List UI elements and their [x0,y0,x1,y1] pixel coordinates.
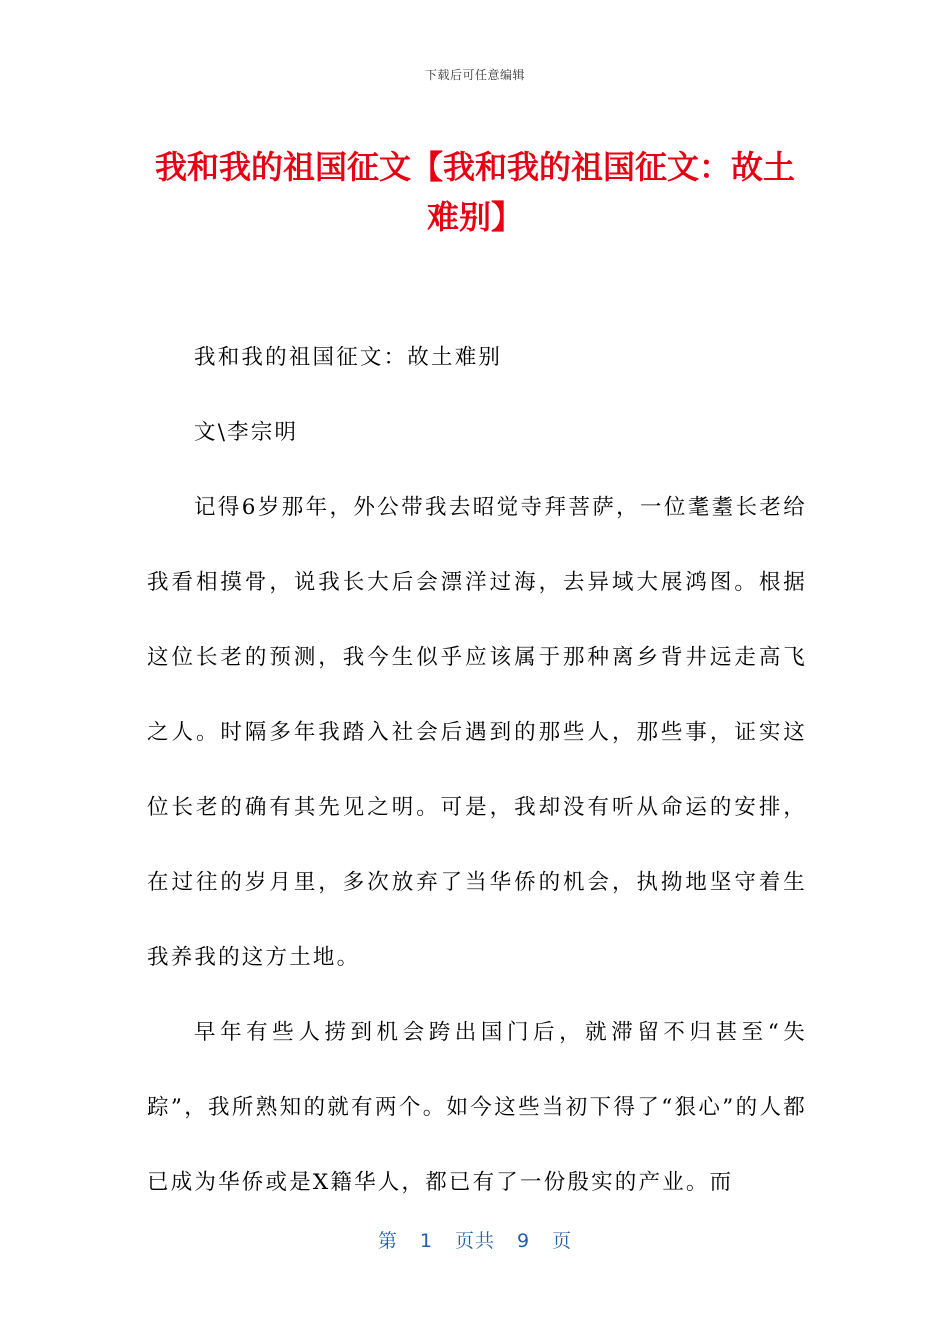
footer-label-page: 第 [377,1230,398,1252]
footer-label-end: 页 [552,1230,573,1252]
page-header-note: 下载后可任意编辑 [424,68,525,82]
footer-total-pages: 9 [517,1230,531,1252]
document-body [147,320,807,1220]
document-title: 我和我的祖国征文【我和我的祖国征文：故土难别】 [154,148,795,236]
body-paragraph: 早年有些人捞到机会跨出国门后，就滞留不归甚至“失踪”，我所熟知的就有两个。如今这些当初下得了“狠心”的人都已成为华侨或是X籍华人，都已有了一份殷实的产业。而 [147,1020,807,1195]
footer-current-page: 1 [419,1230,433,1252]
subtitle-paragraph: 我和我的祖国征文：故土难别 [194,345,503,370]
author-line: 文\李宗明 [194,420,299,445]
footer-label-of: 页共 [454,1230,495,1252]
page-number-footer [0,1226,950,1253]
body-paragraph: 记得6岁那年，外公带我去昭觉寺拜菩萨，一位耄耋长老给我看相摸骨，说我长大后会漂洋过海，去异域大展鸿图。根据这位长老的预测，我今生似乎应该属于那种离乡背井远走高飞之人。时隔多年我踏入社会后遇到的那些人，那些事，证实这位长老的确有其先见之明。可是，我却没有听从命运的安排，在过往的岁月里，多次放弃了当华侨的机会，执拗地坚守着生我养我的这方土地。 [147,495,807,970]
